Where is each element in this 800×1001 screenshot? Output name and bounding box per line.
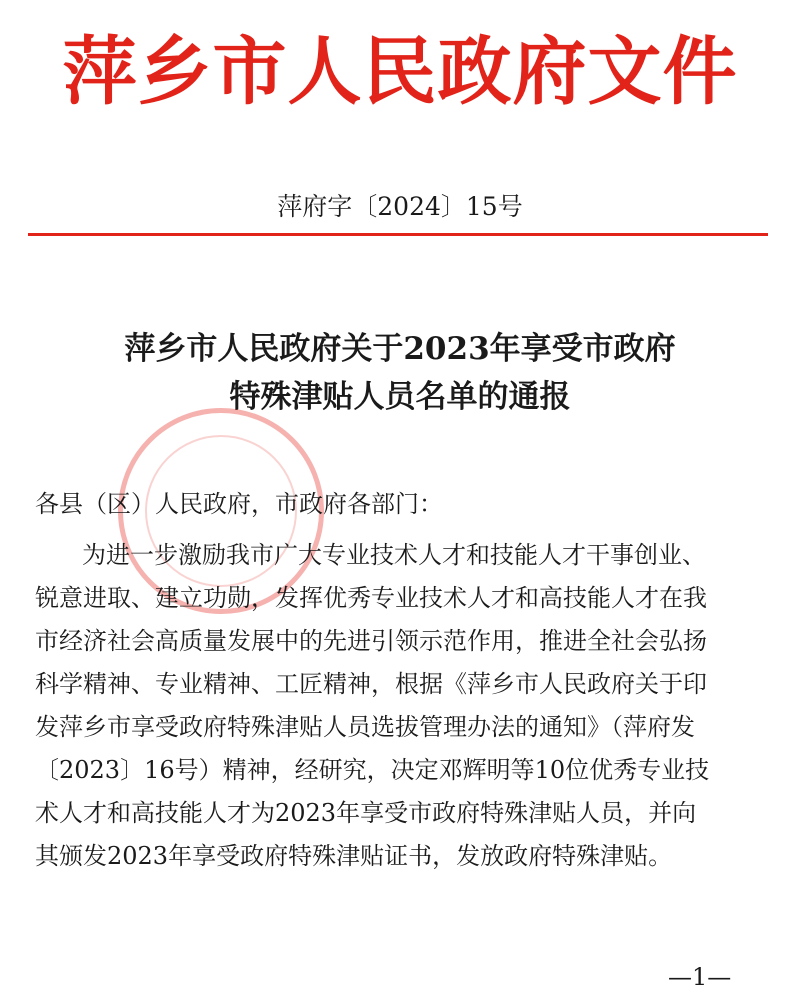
body-line: 其颁发2023年享受政府特殊津贴证书，发放政府特殊津贴。 xyxy=(35,842,673,870)
red-divider-line xyxy=(28,233,768,236)
body-line: 术人才和高技能人才为2023年享受市政府特殊津贴人员，并向 xyxy=(35,799,697,827)
page-number: —1— xyxy=(668,963,732,991)
notice-title xyxy=(0,325,800,421)
body-line: 市经济社会高质量发展中的先进引领示范作用，推进全社会弘扬 xyxy=(35,627,707,655)
body-line: 科学精神、专业精神、工匠精神，根据《萍乡市人民政府关于印 xyxy=(35,670,707,698)
notice-title-line: 特殊津贴人员名单的通报 xyxy=(229,379,571,415)
body-line: 〔2023〕16号）精神，经研究，决定邓辉明等10位优秀专业技 xyxy=(35,756,710,784)
notice-title-line: 萍乡市人民政府关于2023年享受市政府 xyxy=(124,331,676,367)
body-line: 锐意进取、建立功勋，发挥优秀专业技术人才和高技能人才在我 xyxy=(35,584,707,612)
notice-body xyxy=(35,534,775,878)
salutation: 各县（区）人民政府，市政府各部门： xyxy=(35,490,443,518)
document-number: 萍府字〔2024〕15号 xyxy=(277,192,523,221)
document-header-title: 萍乡市人民政府文件 xyxy=(62,29,738,115)
body-line: 为进一步激励我市广大专业技术人才和技能人才干事创业、 xyxy=(82,541,706,569)
body-line: 发萍乡市享受政府特殊津贴人员选拔管理办法的通知》（萍府发 xyxy=(35,713,695,741)
